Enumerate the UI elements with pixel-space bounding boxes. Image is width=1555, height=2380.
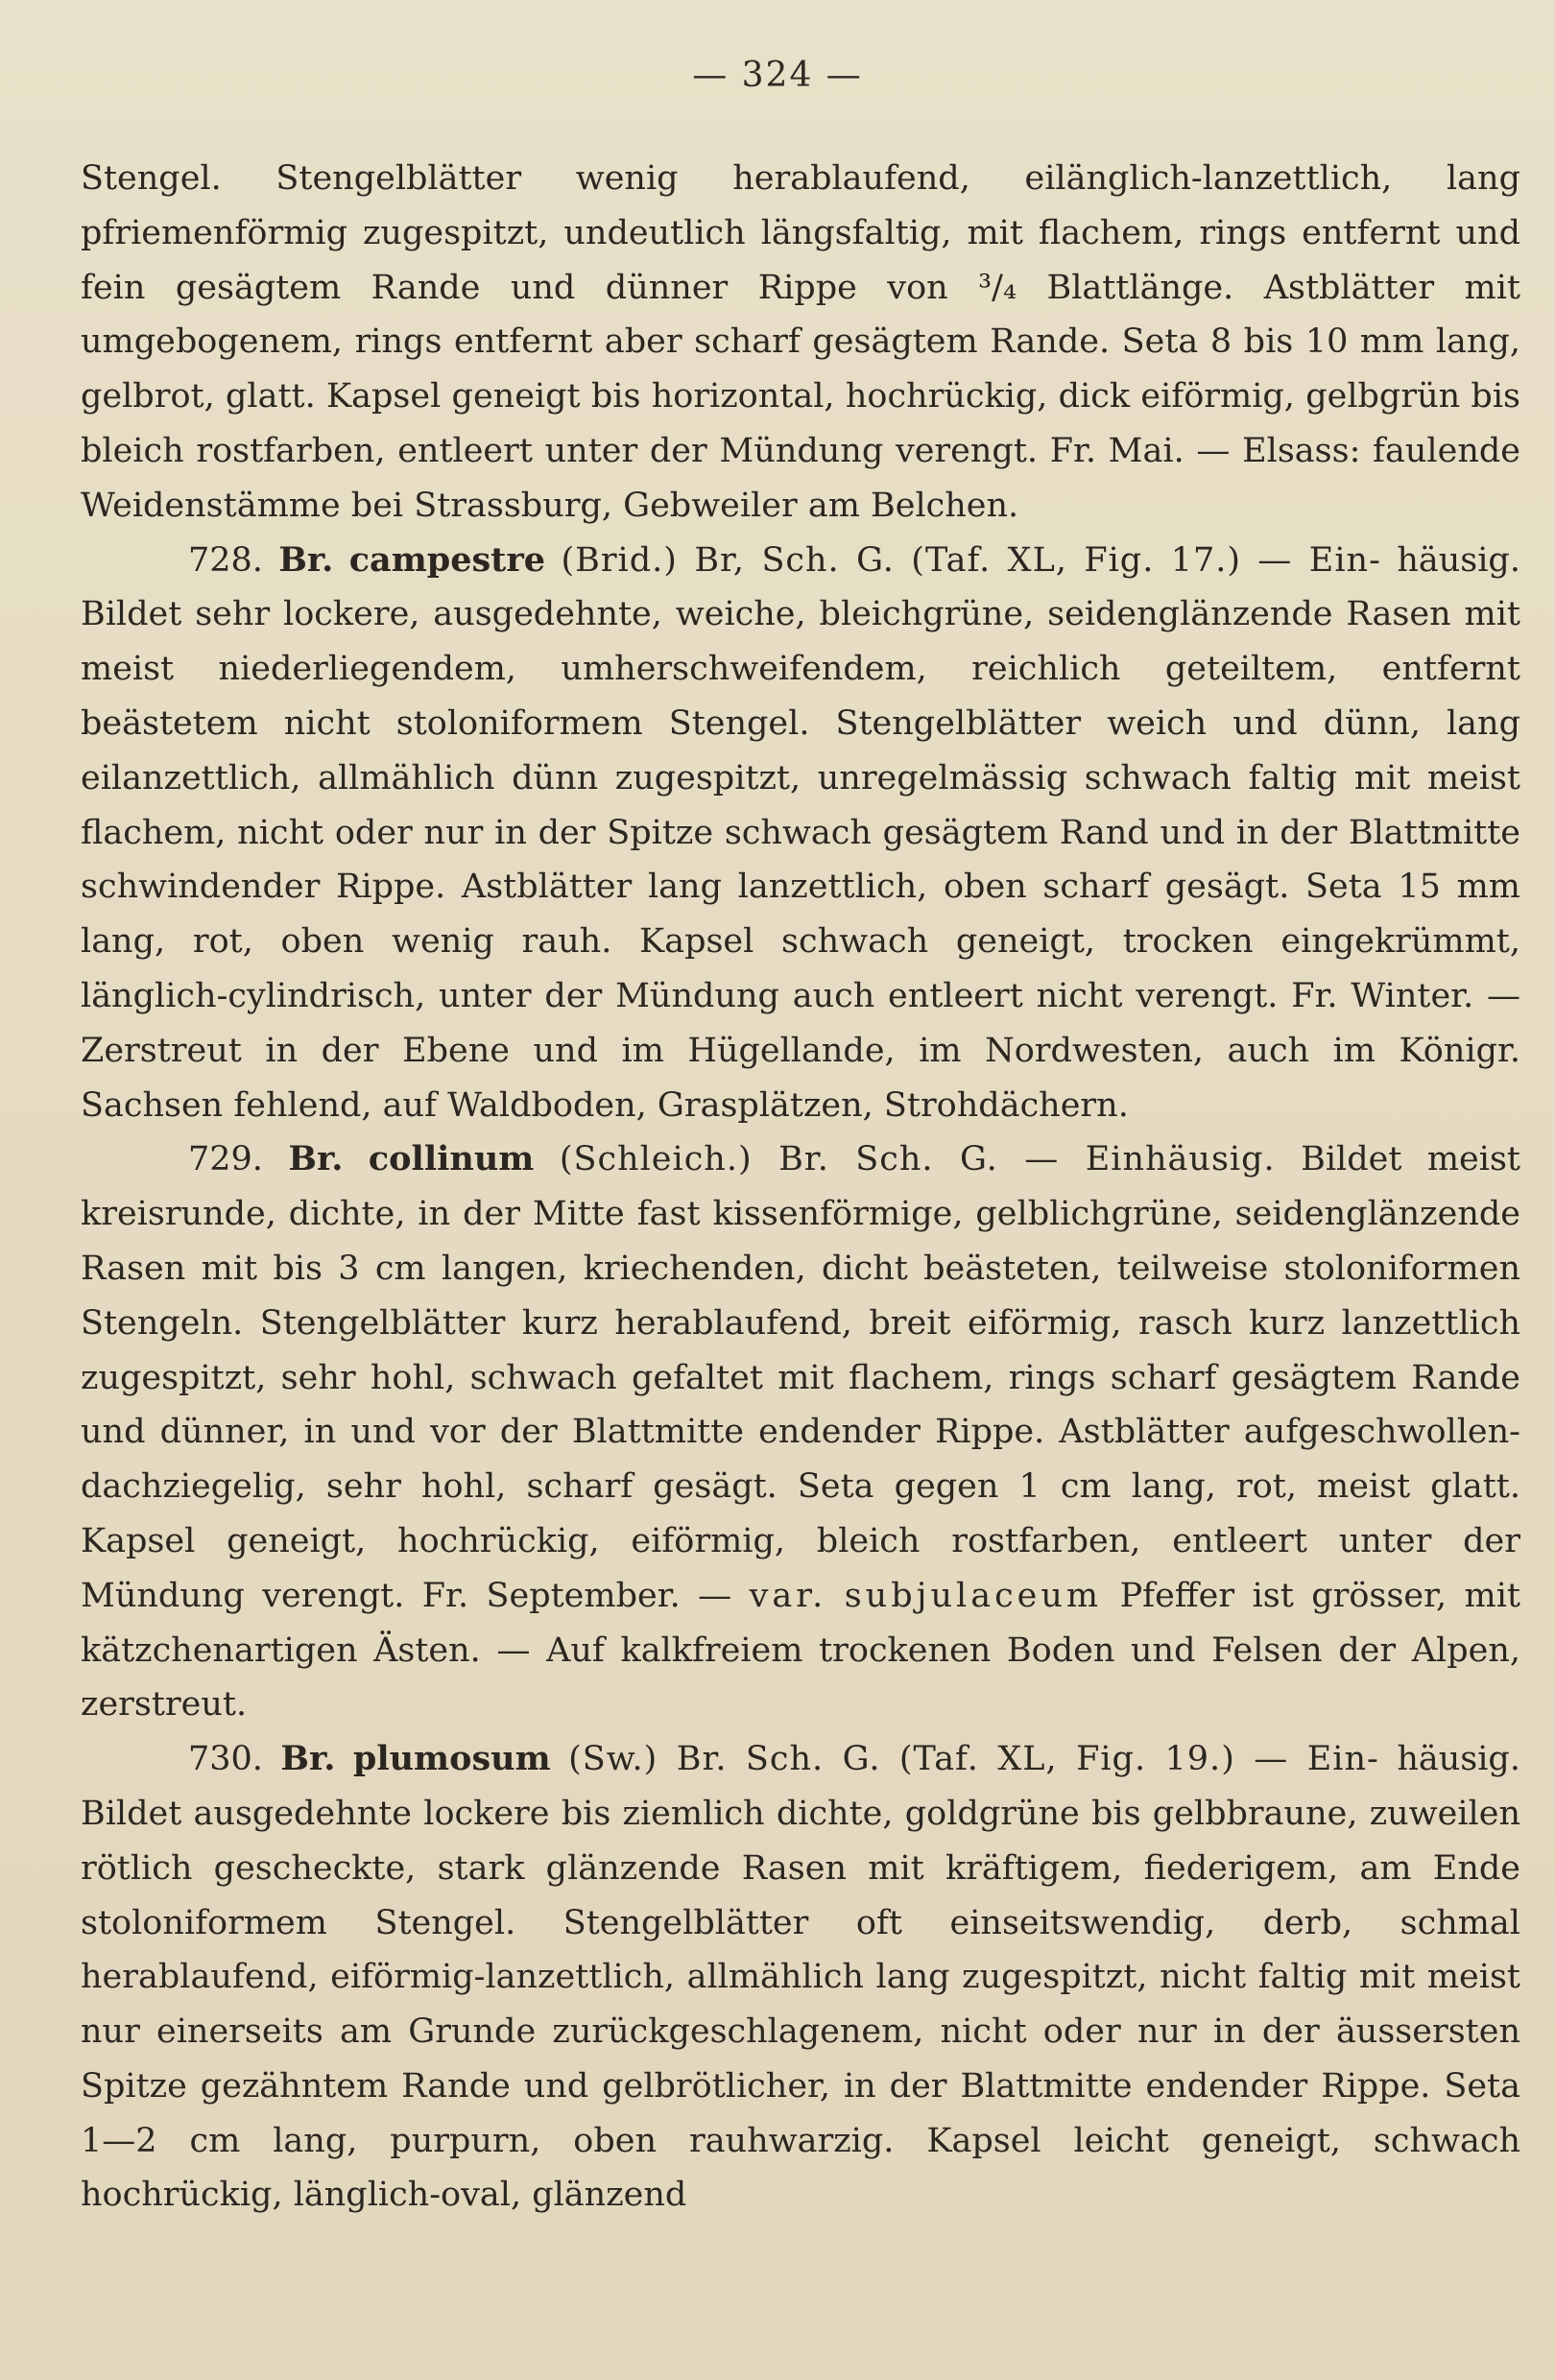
entry-description: häusig. Bildet sehr lockere, ausgedehnte, weiche, bleichgrüne, seidenglänzende Rasen mit meist niederliegendem, umherschweifendem, reichlich geteiltem, entfernt beästetem nicht stoloniformem Stengel. Stengelblätter weich und dünn, lang eilanzettlich, allmählich dünn zugespitzt, unregelmässig schwach faltig mit meist flachem, nicht oder nur in der Spitze schwach gesägtem Rand und in der Blattmitte schwindender Rippe. Astblätter lang lanzettlich, oben scharf gesägt. Seta 15 mm lang, rot, oben wenig rauh. Kapsel schwach geneigt, trocken eingekrümmt, länglich-cylindrisch, unter der Mündung auch entleert nicht verengt. Fr. Winter. — Zerstreut in der Ebene und im Hügellande, im Nordwesten, auch im Königr. Sachsen fehlend, auf Waldboden, Grasplätzen, Strohdächern. bbox=[81, 540, 1520, 1125]
entry-729 bbox=[81, 1132, 1520, 1732]
entry-728 bbox=[81, 534, 1520, 1133]
page-number: — 324 — bbox=[692, 56, 863, 95]
entry-number: 730. bbox=[188, 1740, 263, 1779]
authority: (Sw.) Br. Sch. G. (Taf. XL, Fig. 19.) — Ein- bbox=[568, 1740, 1379, 1779]
genus-abbrev: Br. bbox=[288, 1139, 344, 1179]
continuation-paragraph: Stengel. Stengelblätter wenig herablaufend, eilänglich-lanzettlich, lang pfriemenförmig zugespitzt, undeutlich längsfaltig, mit flachem, rings entfernt und fein gesägtem Rande und dünner Rippe von ³/₄ Blattlänge. Astblätter mit umgebogenem, rings entfernt aber scharf gesägtem Rande. Seta 8 bis 10 mm lang, gelbrot, glatt. Kapsel geneigt bis horizontal, hochrückig, dick eiförmig, gelbgrün bis bleich rostfarben, entleert unter der Mündung verengt. Fr. Mai. — Elsass: faulende Weidenstämme bei Strassburg, Gebweiler am Belchen. bbox=[81, 159, 1520, 525]
page-body bbox=[81, 152, 1520, 2223]
variety-label: var. bbox=[749, 1576, 827, 1615]
entry-description: Bildet meist kreisrunde, dichte, in der Mitte fast kissenförmige, gelblichgrüne, seidenglänzende Rasen mit bis 3 cm langen, kriechenden, dicht beästeten, teilweise stoloniformen Stengeln. Stengelblätter kurz herablaufend, breit eiförmig, rasch kurz lanzettlich zugespitzt, sehr hohl, schwach gefaltet mit flachem, rings scharf gesägtem Rande und dünner, in und vor der Blattmitte endender Rippe. Astblätter aufgeschwollen-dachziegelig, sehr hohl, scharf gesägt. Seta gegen 1 cm lang, rot, meist glatt. Kapsel geneigt, hochrückig, eiförmig, bleich rostfarben, entleert unter der Mündung verengt. Fr. September. — bbox=[81, 1140, 1520, 1615]
entry-number: 728. bbox=[188, 540, 263, 580]
species-name: plumosum bbox=[352, 1739, 551, 1779]
authority: (Brid.) Br, Sch. G. (Taf. XL, Fig. 17.) — Ein- bbox=[561, 540, 1381, 580]
genus-abbrev: Br. bbox=[278, 539, 334, 580]
entry-number: 729. bbox=[188, 1140, 263, 1179]
species-name: campestre bbox=[348, 539, 546, 580]
entry-730 bbox=[81, 1732, 1520, 2223]
genus-abbrev: Br. bbox=[280, 1739, 336, 1779]
variety-description: Pfeffer ist grösser, mit kätzchenartigen Ästen. — Auf kalkfreiem trockenen Boden und Felsen der Alpen, zerstreut. bbox=[81, 1576, 1520, 1725]
variety-name: subjulaceum bbox=[844, 1576, 1103, 1615]
entry-description: häusig. Bildet ausgedehnte lockere bis ziemlich dichte, goldgrüne bis gelbbraune, zuweilen rötlich gescheckte, stark glänzende Rasen mit kräftigem, fiederigem, am Ende stoloniformem Stengel. Stengelblätter oft einseitswendig, derb, schmal herablaufend, eiförmig-lanzettlich, allmählich lang zugespitzt, nicht faltig mit meist nur einerseits am Grunde zurückgeschlagenem, nicht oder nur in der äussersten Spitze gezähntem Rande und gelbrötlicher, in der Blattmitte endender Rippe. Seta 1—2 cm lang, purpurn, oben rauhwarzig. Kapsel leicht geneigt, schwach hochrückig, länglich-oval, glänzend bbox=[81, 1740, 1520, 2215]
authority: (Schleich.) Br. Sch. G. — Einhäusig. bbox=[559, 1140, 1276, 1179]
species-name: collinum bbox=[368, 1139, 535, 1179]
